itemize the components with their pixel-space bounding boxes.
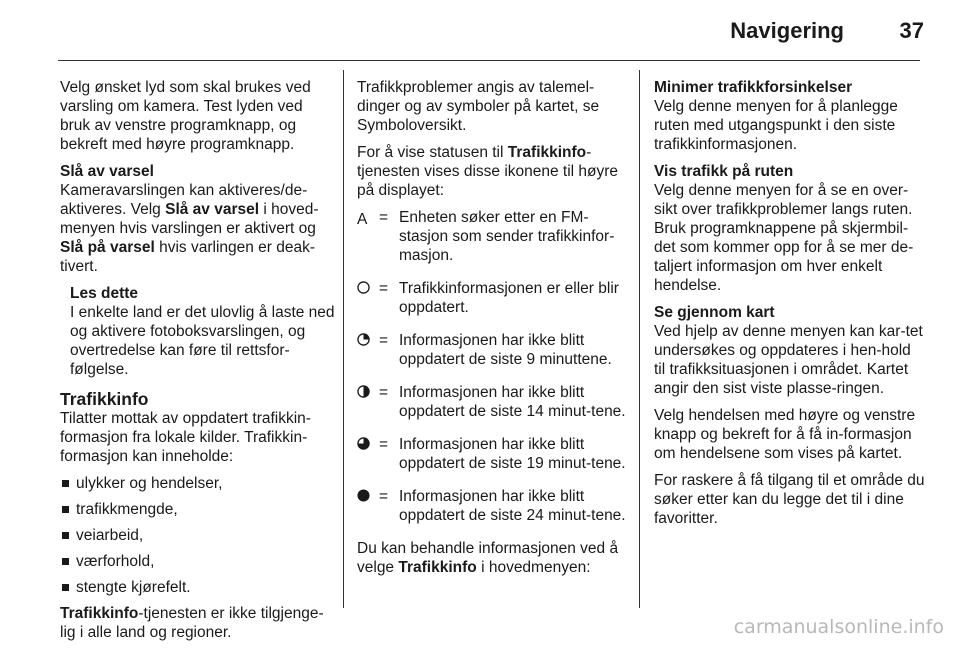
status-def-a <box>357 208 629 265</box>
section-minimer <box>654 78 926 154</box>
equals-sign: = <box>379 488 389 505</box>
page-title: Navigering <box>730 18 844 43</box>
vis-trafikk-heading: Vis trafikk på ruten <box>654 163 794 180</box>
column-divider-2 <box>639 70 640 608</box>
minimer-heading: Minimer trafikkforsinkelser <box>654 79 853 96</box>
page-number: 37 <box>899 18 924 43</box>
bullet-icon <box>62 584 69 591</box>
clock-three-quarter-icon <box>357 437 370 450</box>
clock-half-icon <box>357 385 370 398</box>
section-se-kart <box>654 303 926 398</box>
clock-quarter-icon <box>357 333 370 346</box>
text-span: hvis varlingen er deak-tivert. <box>60 239 316 275</box>
bullet-icon <box>62 532 69 539</box>
status-def-half <box>357 383 629 421</box>
sym-cell <box>357 383 379 421</box>
list-item-text: ulykker og hendelser, <box>76 475 223 492</box>
column-3 <box>654 78 926 536</box>
list-item <box>60 578 335 597</box>
se-kart-heading: Se gjennom kart <box>654 304 775 321</box>
sym-cell <box>357 487 379 525</box>
slaa-av-varsel-paragraph <box>60 181 335 276</box>
watermark: carmanualsonline.info <box>733 616 944 638</box>
letter-a-symbol: A <box>357 211 368 228</box>
list-item-text: værforhold, <box>76 553 155 570</box>
sym-cell <box>357 279 379 317</box>
status-def-quarter <box>357 331 629 369</box>
clock-empty-icon <box>357 281 370 294</box>
page-header <box>0 0 960 60</box>
status-def-text: Informasjonen har ikke blitt oppdatert de siste 24 minut-tene. <box>399 488 626 524</box>
text-span: For å vise statusen til <box>357 144 508 161</box>
column-1 <box>60 78 335 650</box>
equals-sign: = <box>379 280 389 297</box>
traffic-problems-paragraph: Trafikkproblemer angis av talemel-dinger og av symboler på kartet, se Symboloversikt. <box>357 79 600 134</box>
vis-trafikk-text: Velg denne menyen for å se en over-sikt over trafikkproblemer langs ruten. Bruk programknappene på skjermbil-det som kommer opp for å se mer de-taljert informasjon om hver enkelt hendelse. <box>654 182 914 294</box>
traffic-content-list <box>60 474 335 597</box>
list-item <box>60 526 335 545</box>
status-def-text: Informasjonen har ikke blitt oppdatert de siste 9 minuttene. <box>399 332 612 368</box>
list-item <box>60 552 335 571</box>
note-box <box>70 284 335 379</box>
select-event-paragraph: Velg hendelsen med høyre og venstre knapp og bekreft for å få in-formasjon om hendelsene som vises på kartet. <box>654 407 916 462</box>
sym-cell <box>357 435 379 473</box>
bold-term: Trafikkinfo <box>507 144 587 161</box>
favorites-paragraph: For raskere å få tilgang til et område du søker etter kan du legge det til i dine favoritter. <box>654 472 925 527</box>
list-item-text: trafikkmengde, <box>76 501 178 518</box>
text-span: i hovedmenyen: <box>476 559 591 576</box>
bullet-icon <box>62 506 69 513</box>
column-2 <box>357 78 629 585</box>
section-vis-trafikk <box>654 162 926 295</box>
trafikkinfo-heading: Trafikkinfo <box>60 389 149 409</box>
status-def-full <box>357 487 629 525</box>
status-def-empty <box>357 279 629 317</box>
sym-cell <box>357 331 379 369</box>
availability-note <box>60 604 335 642</box>
intro-paragraph: Velg ønsket lyd som skal brukes ved varsling om kamera. Test lyden ved bruk av venstre programknapp, og bekreft med høyre programknapp. <box>60 79 311 153</box>
minimer-text: Velg denne menyen for å planlegge ruten med utgangspunkt i den siste trafikkinformasjonen. <box>654 98 898 153</box>
status-def-text: Enheten søker etter en FM-stasjon som sender trafikkinfor-masjon. <box>399 209 615 264</box>
list-item-text: stengte kjørefelt. <box>76 579 191 596</box>
bullet-icon <box>62 558 69 565</box>
bold-term: Slå på varsel <box>60 239 155 256</box>
status-def-text: Informasjonen har ikke blitt oppdatert de siste 19 minut-tene. <box>399 436 626 472</box>
list-item-text: veiarbeid, <box>76 527 144 544</box>
bullet-icon <box>62 480 69 487</box>
bold-term: Trafikkinfo <box>60 605 139 622</box>
clock-full-icon <box>357 489 370 502</box>
column-divider-1 <box>343 70 344 608</box>
text-span: Kameravarslingen kan aktiveres/de-aktiveres. Velg <box>60 182 308 218</box>
note-heading: Les dette <box>70 285 139 302</box>
equals-sign: = <box>379 209 389 226</box>
header-divider <box>58 60 920 61</box>
text-span: -tjenesten er ikke tilgjenge-lig i alle land og regioner. <box>60 605 324 641</box>
bold-term: Slå av varsel <box>165 201 260 218</box>
list-item <box>60 474 335 493</box>
bold-term: Trafikkinfo <box>398 559 477 576</box>
status-def-text: Trafikkinformasjonen er eller blir oppdatert. <box>399 280 619 316</box>
equals-sign: = <box>379 384 389 401</box>
menu-intro <box>357 539 629 577</box>
list-item <box>60 500 335 519</box>
se-kart-text: Ved hjelp av denne menyen kan kar-tet undersøkes og oppdateres i hen-hold til trafikksituasjonen i området. Kartet angir den sist viste plasse-ringen. <box>654 323 923 397</box>
status-def-three-quarter <box>357 435 629 473</box>
note-text: I enkelte land er det ulovlig å laste ned og aktivere fotoboksvarslingen, og overtredelse kan føre til rettsfor-følgelse. <box>70 304 335 378</box>
status-def-text: Informasjonen har ikke blitt oppdatert de siste 14 minut-tene. <box>399 384 626 420</box>
text-span: Du kan behandle informasjonen ved å velge <box>357 540 619 576</box>
slaa-av-varsel-heading: Slå av varsel <box>60 163 154 180</box>
text-span: -tjenesten vises disse ikonene til høyre på displayet: <box>357 144 619 199</box>
trafikkinfo-intro: Tilatter mottak av oppdatert trafikkin-formasjon fra lokale kilder. Trafikkin-formasjon kan inneholde: <box>60 410 311 465</box>
status-icons-intro <box>357 143 629 200</box>
equals-sign: = <box>379 332 389 349</box>
text-span: i hoved-menyen hvis varslingen er aktivert og <box>60 201 319 237</box>
equals-sign: = <box>379 436 389 453</box>
